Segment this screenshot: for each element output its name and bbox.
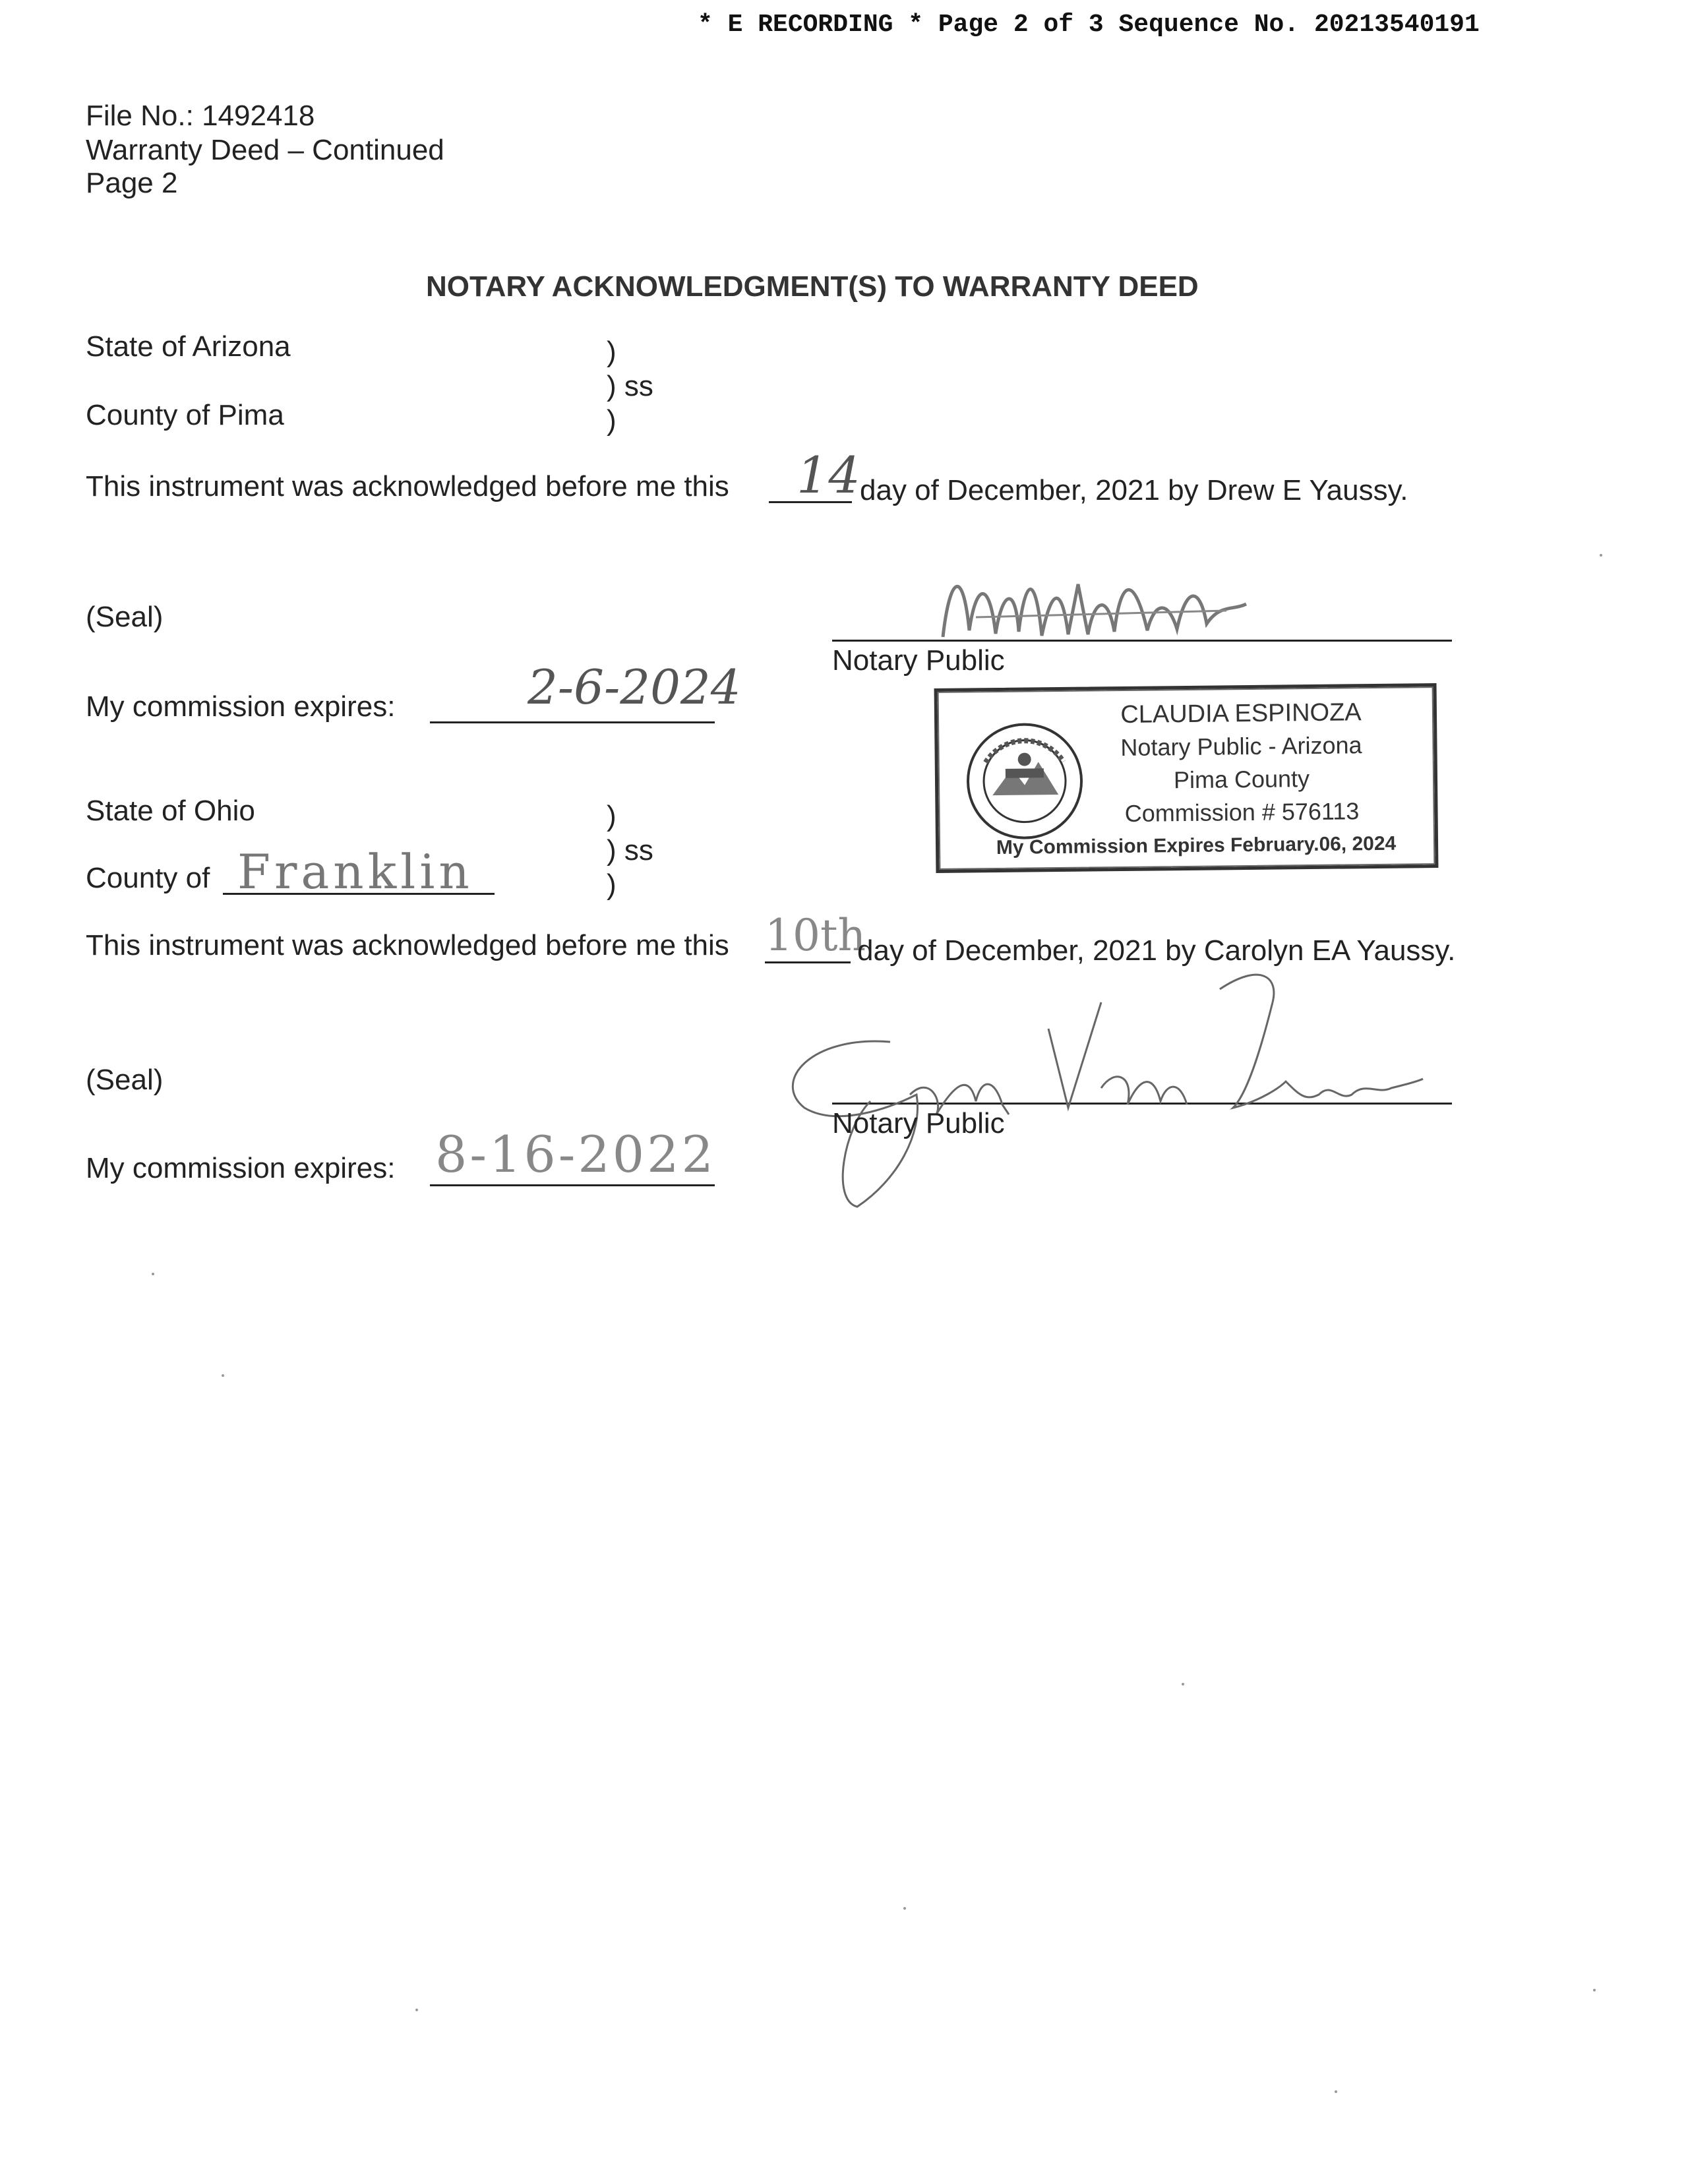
scan-speck <box>415 2009 418 2011</box>
scan-speck <box>1182 1683 1184 1685</box>
county-value-2: Franklin <box>237 844 473 899</box>
stamp-commission: Commission # 576113 <box>1124 797 1360 827</box>
ack-suffix-1: day of December, 2021 by Drew E Yaussy. <box>860 474 1408 506</box>
file-no-value: 1492418 <box>202 100 315 132</box>
page-line: Page 2 <box>86 167 178 199</box>
notary-public-label-1: Notary Public <box>832 644 1005 677</box>
state-ohio: State of Ohio <box>86 795 255 827</box>
ack-prefix-1: This instrument was acknowledged before me this <box>86 470 729 502</box>
notary-signature-2 <box>758 963 1424 1213</box>
stamp-expires: My Commission Expires February.06, 2024 <box>996 832 1397 859</box>
seal-label-1: (Seal) <box>86 601 164 633</box>
recording-header: * E RECORDING * Page 2 of 3 Sequence No. 20213540191 <box>698 11 1480 39</box>
paren-top: ) <box>607 336 617 368</box>
county-pima: County of Pima <box>86 399 284 431</box>
commission-label-2: My commission expires: <box>86 1152 396 1184</box>
county-label-2: County of <box>86 862 210 894</box>
ack-day-1: 14 <box>797 446 860 504</box>
scan-speck <box>222 1374 224 1377</box>
notary-signature-1 <box>936 558 1253 650</box>
stamp-name: CLAUDIA ESPINOZA <box>1120 698 1362 729</box>
deed-continued-line: Warranty Deed – Continued <box>86 134 444 166</box>
stamp-county: Pima County <box>1173 765 1310 794</box>
document-title: NOTARY ACKNOWLEDGMENT(S) TO WARRANTY DEED <box>426 270 1199 303</box>
file-number-line <box>86 99 315 133</box>
paren-ss-2: ) ss <box>607 834 653 866</box>
scan-speck <box>152 1273 154 1275</box>
paren-bottom-2: ) <box>607 868 617 901</box>
scan-speck <box>1335 2090 1337 2093</box>
file-no-label: File No.: <box>86 100 194 132</box>
commission-label-1: My commission expires: <box>86 690 396 723</box>
ack-prefix-2: This instrument was acknowledged before me this <box>86 929 729 961</box>
stamp-title: Notary Public - Arizona <box>1120 731 1362 762</box>
paren-top-2: ) <box>607 800 617 832</box>
scan-speck <box>1593 1989 1596 1991</box>
commission-line-2 <box>430 1184 715 1186</box>
paren-ss: ) ss <box>607 370 653 402</box>
state-arizona: State of Arizona <box>86 330 291 363</box>
scan-speck <box>1600 554 1602 557</box>
commission-line-1 <box>430 721 715 723</box>
paren-bottom: ) <box>607 404 617 437</box>
commission-value-1: 2-6-2024 <box>528 659 741 715</box>
scan-speck <box>903 1907 906 1910</box>
seal-label-2: (Seal) <box>86 1064 164 1096</box>
notary-public-label-2: Notary Public <box>832 1107 1005 1139</box>
ack-suffix-2: day of December, 2021 by Carolyn EA Yaussy. <box>857 934 1456 967</box>
commission-value-2: 8-16-2022 <box>435 1125 716 1184</box>
arizona-state-seal-icon <box>965 722 1084 841</box>
ack-day-2: 10th <box>765 910 866 961</box>
notary-stamp <box>934 683 1439 873</box>
